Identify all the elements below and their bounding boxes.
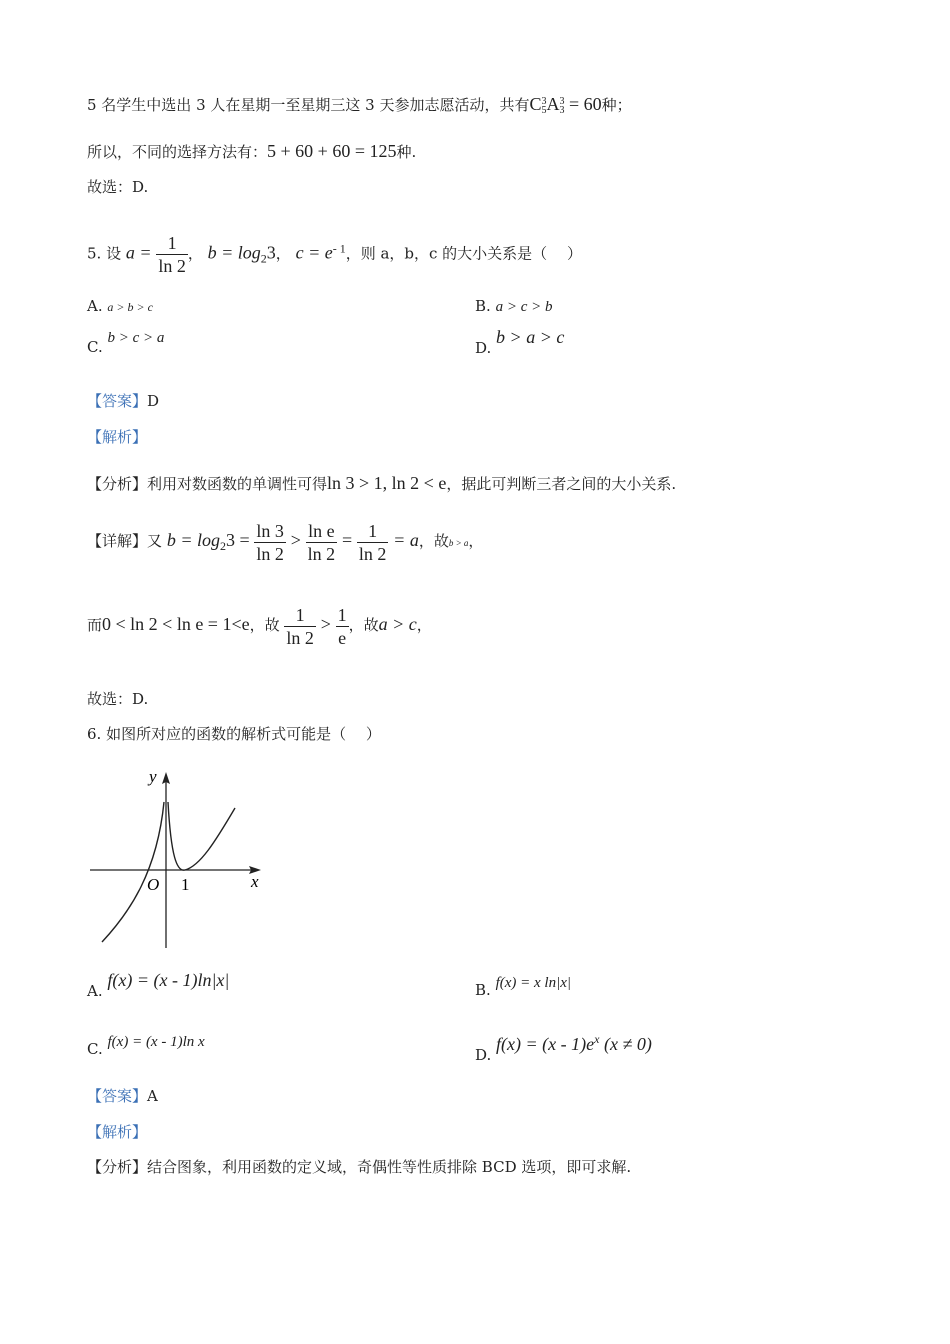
- q5-option-d: [475, 327, 565, 358]
- eq: =: [341, 530, 353, 550]
- denominator: ln 2: [158, 256, 186, 276]
- answer-value: D: [147, 392, 160, 410]
- eq: = 60: [564, 94, 602, 114]
- exponent: - 1: [332, 241, 346, 256]
- x-label: x: [251, 872, 259, 891]
- comma: ，: [275, 244, 291, 263]
- formula: 5 + 60 + 60 = 125: [267, 141, 397, 161]
- text: ，故: [249, 616, 280, 634]
- sub: 3: [559, 104, 565, 116]
- text: ，据此可判断三者之间的大小关系.: [446, 475, 677, 493]
- denominator: e: [336, 626, 349, 649]
- q5-answer: [87, 391, 159, 411]
- a-symbol: A: [546, 94, 560, 114]
- q6-answer: [87, 1086, 158, 1106]
- label: D.: [475, 339, 492, 357]
- numerator: 1: [167, 233, 177, 253]
- y-label: y: [149, 767, 157, 786]
- question-5-stem: [87, 232, 582, 277]
- q5-option-b: [475, 296, 552, 317]
- question-6-stem: 6. 如图所对应的函数的解析式可能是（ ）: [87, 725, 381, 743]
- q6-option-d: [475, 1032, 652, 1065]
- text: 5 名学生中选出 3 人在星期一至星期三这 3 天参加志愿活动，共有: [87, 96, 530, 114]
- label: C.: [87, 338, 103, 356]
- q5-analysis-tag: 【解析】: [87, 428, 148, 446]
- sup: 3: [559, 95, 565, 107]
- curve-left-branch: [102, 802, 164, 942]
- denominator: ln 2: [256, 543, 284, 564]
- q5-fenxi: [87, 473, 676, 494]
- base: 2: [260, 251, 267, 266]
- c-expr: c = e: [295, 242, 333, 263]
- numerator: 1: [337, 604, 347, 625]
- q6-fenxi: [87, 1157, 631, 1177]
- text: ，故: [418, 532, 449, 550]
- gt: >: [290, 530, 301, 550]
- base: 2: [219, 539, 226, 553]
- fraction-2: [306, 520, 338, 565]
- suffix: ，则 a，b，c 的大小关系是（ ）: [345, 244, 582, 263]
- label: D.: [475, 1046, 492, 1064]
- exponent: x: [594, 1032, 600, 1046]
- text: ，: [468, 532, 484, 550]
- sub: 5: [541, 104, 547, 116]
- label: C.: [87, 1040, 103, 1058]
- q5-option-c: [87, 330, 165, 358]
- solution-line-1: [87, 94, 632, 115]
- fraction-3: [357, 520, 389, 565]
- q6-option-c: [87, 1034, 205, 1060]
- value: f(x) = x ln|x|: [495, 975, 571, 991]
- fraction-4: [284, 604, 316, 649]
- q6-analysis-tag: 【解析】: [87, 1123, 148, 1141]
- label: B.: [475, 981, 491, 999]
- q5-detail-1: [87, 516, 483, 570]
- formula: 0 < ln 2 < ln e = 1<e: [102, 614, 250, 634]
- text-end: 种.: [396, 143, 417, 161]
- text: ，: [416, 616, 432, 634]
- q5-detail-2: [87, 600, 432, 649]
- value: f(x) = (x - 1)e: [496, 1034, 595, 1054]
- c-symbol: C: [529, 94, 542, 114]
- b-expr: b = log: [207, 242, 261, 263]
- label: B.: [475, 297, 491, 315]
- text: ，故: [348, 616, 379, 634]
- q5-conclusion: 故选：D.: [87, 690, 149, 708]
- fraction-1: [254, 520, 286, 565]
- fenxi-tag: 【分析】: [87, 1158, 148, 1176]
- q5-option-a: [87, 296, 153, 317]
- b-expr: b = log: [166, 530, 220, 550]
- eq-a: = a: [393, 530, 419, 550]
- q6-option-b: [475, 975, 571, 1001]
- denominator: ln 2: [358, 543, 387, 564]
- value-tail: (x ≠ 0): [599, 1034, 652, 1054]
- value: a > c > b: [495, 299, 553, 315]
- function-graph: [85, 762, 270, 952]
- conclusion: 故选：D.: [87, 178, 149, 196]
- formula: ln 3 > 1, ln 2 < e: [327, 473, 447, 493]
- text: 而: [87, 616, 103, 634]
- label: A.: [87, 297, 103, 315]
- text-end: 种；: [601, 96, 632, 114]
- text: 所以，不同的选择方法有：: [87, 143, 268, 161]
- detail-tag: 【详解】: [87, 532, 148, 550]
- comma: ，: [187, 244, 203, 263]
- solution-line-2: [87, 141, 416, 162]
- value: a > b > c: [107, 300, 153, 314]
- value: f(x) = (x - 1)ln x: [107, 1034, 205, 1050]
- result-small: b > a: [448, 538, 469, 548]
- curve-right-branch: [168, 802, 235, 870]
- numerator: 1: [295, 604, 305, 625]
- numerator: 1: [368, 520, 378, 541]
- text: 利用对数函数的单调性可得: [147, 475, 328, 493]
- formula-c-a: [529, 94, 601, 114]
- text: 又: [147, 532, 163, 550]
- numerator: ln 3: [256, 520, 284, 541]
- origin-label: O: [147, 875, 160, 894]
- fraction-a: [156, 232, 188, 277]
- sup: 3: [541, 95, 547, 107]
- a-lhs: a =: [125, 242, 152, 263]
- q6-option-a: [87, 970, 230, 1001]
- arg: 3: [266, 242, 276, 263]
- result: a > c: [378, 614, 417, 634]
- fenxi-tag: 【分析】: [87, 475, 148, 493]
- answer-value: A: [147, 1087, 158, 1105]
- arg: 3 =: [225, 530, 250, 550]
- denominator: ln 2: [307, 543, 336, 564]
- fraction-5: [336, 604, 349, 649]
- prefix: 5. 设: [87, 244, 122, 263]
- answer-tag: 【答案】: [87, 1087, 148, 1105]
- label: A.: [87, 982, 103, 1000]
- value: b > a > c: [496, 327, 565, 347]
- value: b > c > a: [107, 330, 165, 346]
- denominator: ln 2: [286, 627, 314, 648]
- numerator: ln e: [308, 520, 335, 541]
- gt: >: [320, 614, 331, 634]
- value: f(x) = (x - 1)ln|x|: [107, 970, 230, 990]
- tick-label-1: 1: [181, 875, 190, 894]
- answer-tag: 【答案】: [87, 392, 148, 410]
- text: 结合图象，利用函数的定义域，奇偶性等性质排除 BCD 选项，即可求解.: [147, 1158, 632, 1176]
